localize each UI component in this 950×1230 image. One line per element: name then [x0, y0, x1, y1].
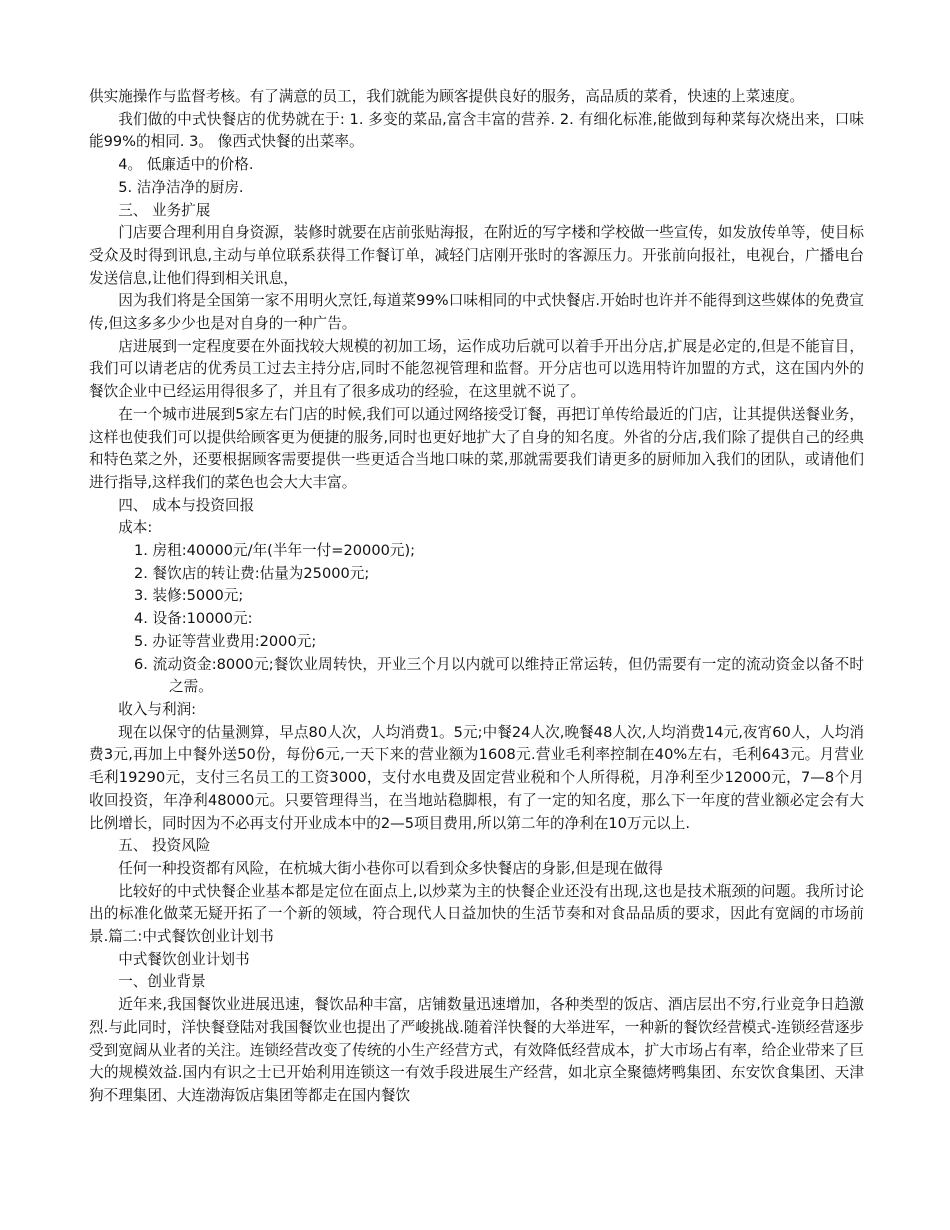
section-heading: 三、 业务扩展 — [118, 201, 211, 219]
paragraph: 门店要合理利用自身资源，装修时就要在店前张贴海报，在附近的写字楼和学校做一些宣传，如发放传单等，使目标受众及时得到讯息,主动与单位联系获得工作餐订单，减轻门店刚开张时的客源压力。开张前向报社，电视台，广播电台发送信息,让他们得到相关讯息， — [89, 224, 864, 287]
paragraph: 比较好的中式快餐企业基本都是定位在面点上,以炒菜为主的快餐企业还没有出现,这也是技术瓶颈的问题。我所讨论出的标准化做菜无疑开拓了一个新的领域，符合现代人日益加快的生活节奏和对食品品质的要求，因此有宽阔的市场前景.篇二:中式餐饮创业计划书 — [89, 882, 864, 946]
paragraph: 现在以保守的估量测算，早点80人次，人均消费1。5元;中餐24人次,晚餐48人次,人均消费14元,夜宵60人，人均消费3元,再加上中餐外送50份，每份6元,一天下来的营业额为1608元.营业毛利率控制在40%左右，毛利643元。月营业毛利19290元，支付三名员工的工资3000，支付水电费及固定营业税和个人所得税，月净利至少12000元，7—8个月收回投资，年净利48000元。只要管理得当，在当地站稳脚根，有了一定的知名度，那么下一年度的营业额必定会有大比例增长，同时因为不必再支付开业成本中的2—5项目费用,所以第二年的净利在10万元以上. — [89, 723, 864, 832]
subheading: 收入与利润: — [118, 700, 197, 718]
list-line: 5. 洁净洁净的厨房. — [118, 178, 244, 196]
cost-item: 1. 房租:40000元/年(半年一付=20000元); — [133, 542, 416, 560]
cost-item: 6. 流动资金:8000元;餐饮业周转快，开业三个月以内就可以维持正常运转，但仍需要有一定的流动资金以备不时之需。 — [133, 655, 864, 696]
paragraph: 我们做的中式快餐店的优势就在于: 1. 多变的菜品,富含丰富的营养. 2. 有细化标准,能做到每种菜每次烧出来，口味能99%的相同. 3。 像西式快餐的出菜率。 — [89, 110, 864, 151]
cost-item: 3. 装修:5000元; — [133, 587, 244, 605]
cost-item: 5. 办证等营业费用:2000元; — [133, 632, 317, 650]
paragraph: 在一个城市进展到5家左右门店的时候,我们可以通过网络接受订餐，再把订单传给最近的门店，让其提供送餐业务，这样也使我们可以提供给顾客更为便捷的服务,同时也更好地扩大了自身的知名度。外省的分店,我们除了提供自己的经典和特色菜之外，还要根据顾客需要提供一些更适合当地口味的菜,那就需要我们请更多的厨师加入我们的团队，或请他们进行指导,这样我们的菜色也会大大丰富。 — [89, 405, 864, 491]
list-line: 4。 低廉适中的价格. — [118, 156, 254, 174]
paragraph: 因为我们将是全国第一家不用明火烹饪,每道菜99%口味相同的中式快餐店.开始时也许并不能得到这些媒体的免费宣传,但这多多少少也是对自身的一种广告。 — [89, 292, 864, 333]
cost-item: 4. 设备:10000元: — [133, 610, 253, 628]
cost-item: 2. 餐饮店的转让费:估量为25000元; — [133, 564, 370, 582]
paragraph: 供实施操作与监督考核。有了满意的员工，我们就能为顾客提供良好的服务，高品质的菜肴，快速的上菜速度。 — [89, 88, 805, 105]
section-heading: 一、创业背景 — [118, 973, 206, 991]
document-title: 中式餐饮创业计划书 — [118, 950, 250, 968]
paragraph: 近年来,我国餐饮业进展迅速，餐饮品种丰富，店铺数量迅速增加，各种类型的饭店、酒店层出不穷,行业竞争日趋激烈.与此同时，洋快餐登陆对我国餐饮业也提出了严峻挑战.随着洋快餐的大举进军，一种新的餐饮经营模式-连锁经营逐步受到宽阔从业者的关注。连锁经营改变了传统的小生产经营方式，有效降低经营成本，扩大市场占有率，给企业带来了巨大的规模效益.国内有识之士已开始利用连锁这一有效手段进展生产经营，如北京全聚德烤鸭集团、东安饮食集团、天津狗不理集团、大连渤海饭店集团等都走在国内餐饮 — [89, 996, 864, 1104]
section-heading: 四、 成本与投资回报 — [118, 496, 255, 514]
paragraph: 任何一种投资都有风险，在杭城大街小巷你可以看到众多快餐店的身影,但是现在做得 — [118, 859, 663, 877]
paragraph: 店进展到一定程度要在外面找较大规模的初加工场，运作成功后就可以着手开出分店,扩展是必定的,但是不能盲目，我们可以请老店的优秀员工过去主持分店,同时不能忽视管理和监督。开分店也可以选用特许加盟的方式，这在国内外的餐饮企业中已经运用得很多了，并且有了很多成功的经验，在这里就不说了。 — [89, 337, 864, 401]
section-heading: 五、 投资风险 — [118, 837, 211, 855]
document-body — [89, 86, 864, 1108]
subheading: 成本: — [118, 519, 153, 537]
